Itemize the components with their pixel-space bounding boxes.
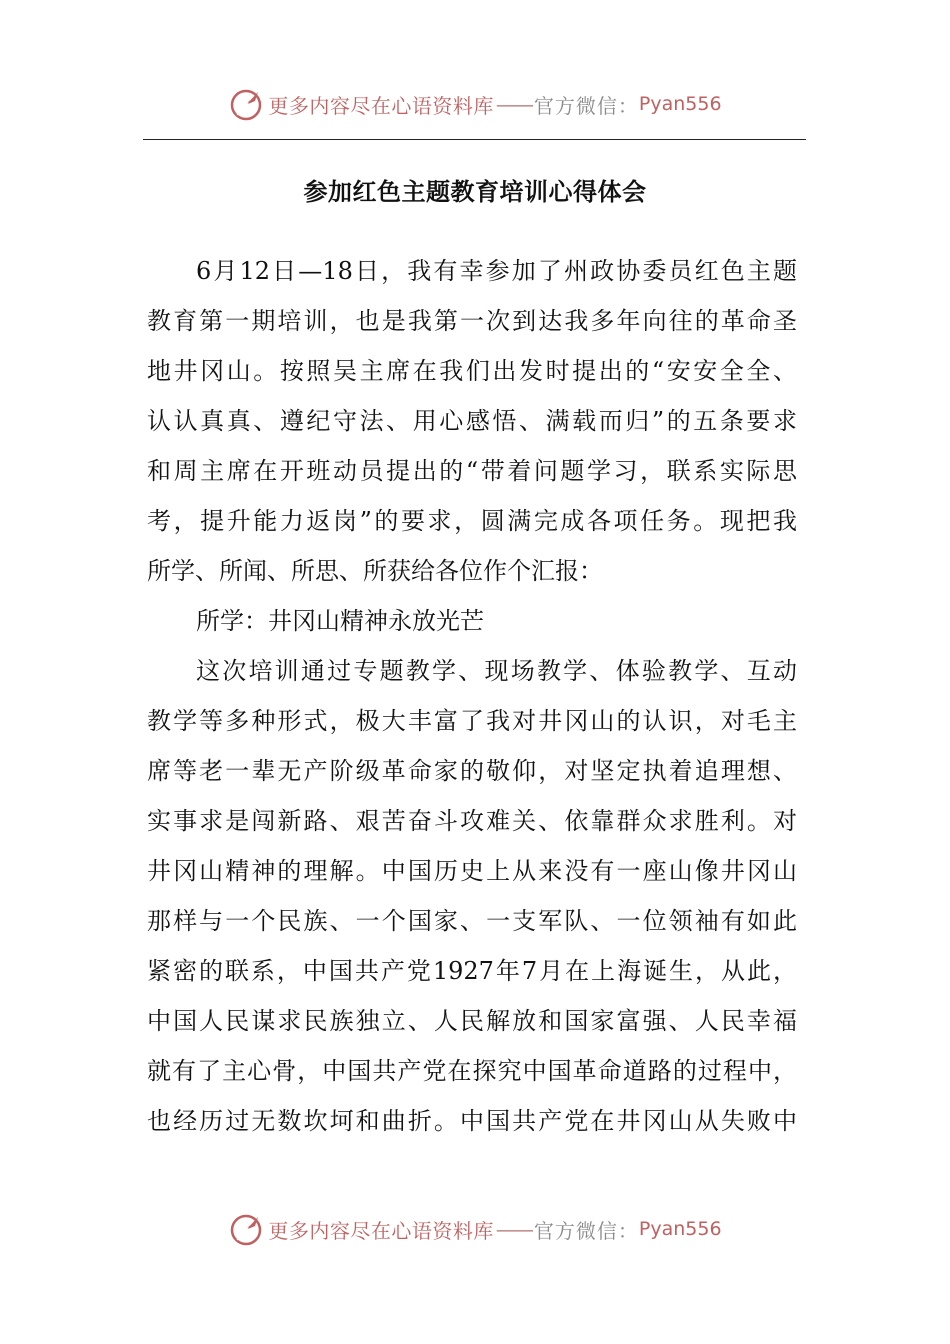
body-line: 考，提升能力返岗”的要求，圆满完成各项任务。现把我 bbox=[147, 507, 797, 535]
body-line: 教学等多种形式，极大丰富了我对井冈山的认识，对毛主 bbox=[147, 707, 797, 735]
body-line: 席等老一辈无产阶级革命家的敬仰，对坚定执着追理想、 bbox=[147, 757, 797, 785]
footer-watermark bbox=[0, 1209, 950, 1249]
quill-pen-logo-icon bbox=[228, 1211, 264, 1247]
watermark-dash: —— bbox=[495, 92, 532, 116]
body-line: 认认真真、遵纪守法、用心感悟、满载而归”的五条要求 bbox=[147, 407, 797, 435]
section-heading: 所学：井冈山精神永放光芒 bbox=[196, 607, 484, 635]
watermark-id: Pyan556 bbox=[638, 93, 722, 115]
body-line: 所学、所闻、所思、所获给各位作个汇报： bbox=[147, 557, 603, 585]
header-divider bbox=[143, 139, 806, 140]
body-line: 教育第一期培训，也是我第一次到达我多年向往的革命圣 bbox=[147, 307, 797, 335]
body-line: 6月12日—18日，我有幸参加了州政协委员红色主题 bbox=[196, 257, 797, 285]
watermark-id: Pyan556 bbox=[638, 1218, 722, 1240]
body-line: 中国人民谋求民族独立、人民解放和国家富强、人民幸福 bbox=[147, 1007, 797, 1035]
body-line: 紧密的联系，中国共产党1927年7月在上海诞生，从此， bbox=[147, 957, 797, 985]
watermark-channel: 官方微信： bbox=[533, 1218, 639, 1243]
body-line: 地井冈山。按照吴主席在我们出发时提出的“安安全全、 bbox=[147, 357, 797, 385]
watermark-channel: 官方微信： bbox=[533, 93, 639, 118]
body-line: 这次培训通过专题教学、现场教学、体验教学、互动 bbox=[196, 657, 797, 685]
quill-pen-logo-icon bbox=[228, 86, 264, 122]
watermark-dash: —— bbox=[495, 1217, 532, 1241]
watermark-brand: 更多内容尽在心语资料库 bbox=[268, 93, 494, 118]
body-line: 就有了主心骨，中国共产党在探究中国革命道路的过程中， bbox=[147, 1057, 797, 1085]
body-line: 那样与一个民族、一个国家、一支军队、一位领袖有如此 bbox=[147, 907, 797, 935]
body-line: 和周主席在开班动员提出的“带着问题学习，联系实际思 bbox=[147, 457, 797, 485]
body-line: 也经历过无数坎坷和曲折。中国共产党在井冈山从失败中 bbox=[147, 1107, 797, 1135]
body-line: 实事求是闯新路、艰苦奋斗攻难关、依靠群众求胜利。对 bbox=[147, 807, 797, 835]
watermark-brand: 更多内容尽在心语资料库 bbox=[268, 1218, 494, 1243]
body-line: 井冈山精神的理解。中国历史上从来没有一座山像井冈山 bbox=[147, 857, 797, 885]
header-watermark bbox=[0, 84, 950, 124]
document-title: 参加红色主题教育培训心得体会 bbox=[303, 177, 647, 206]
document-body bbox=[147, 251, 797, 1151]
